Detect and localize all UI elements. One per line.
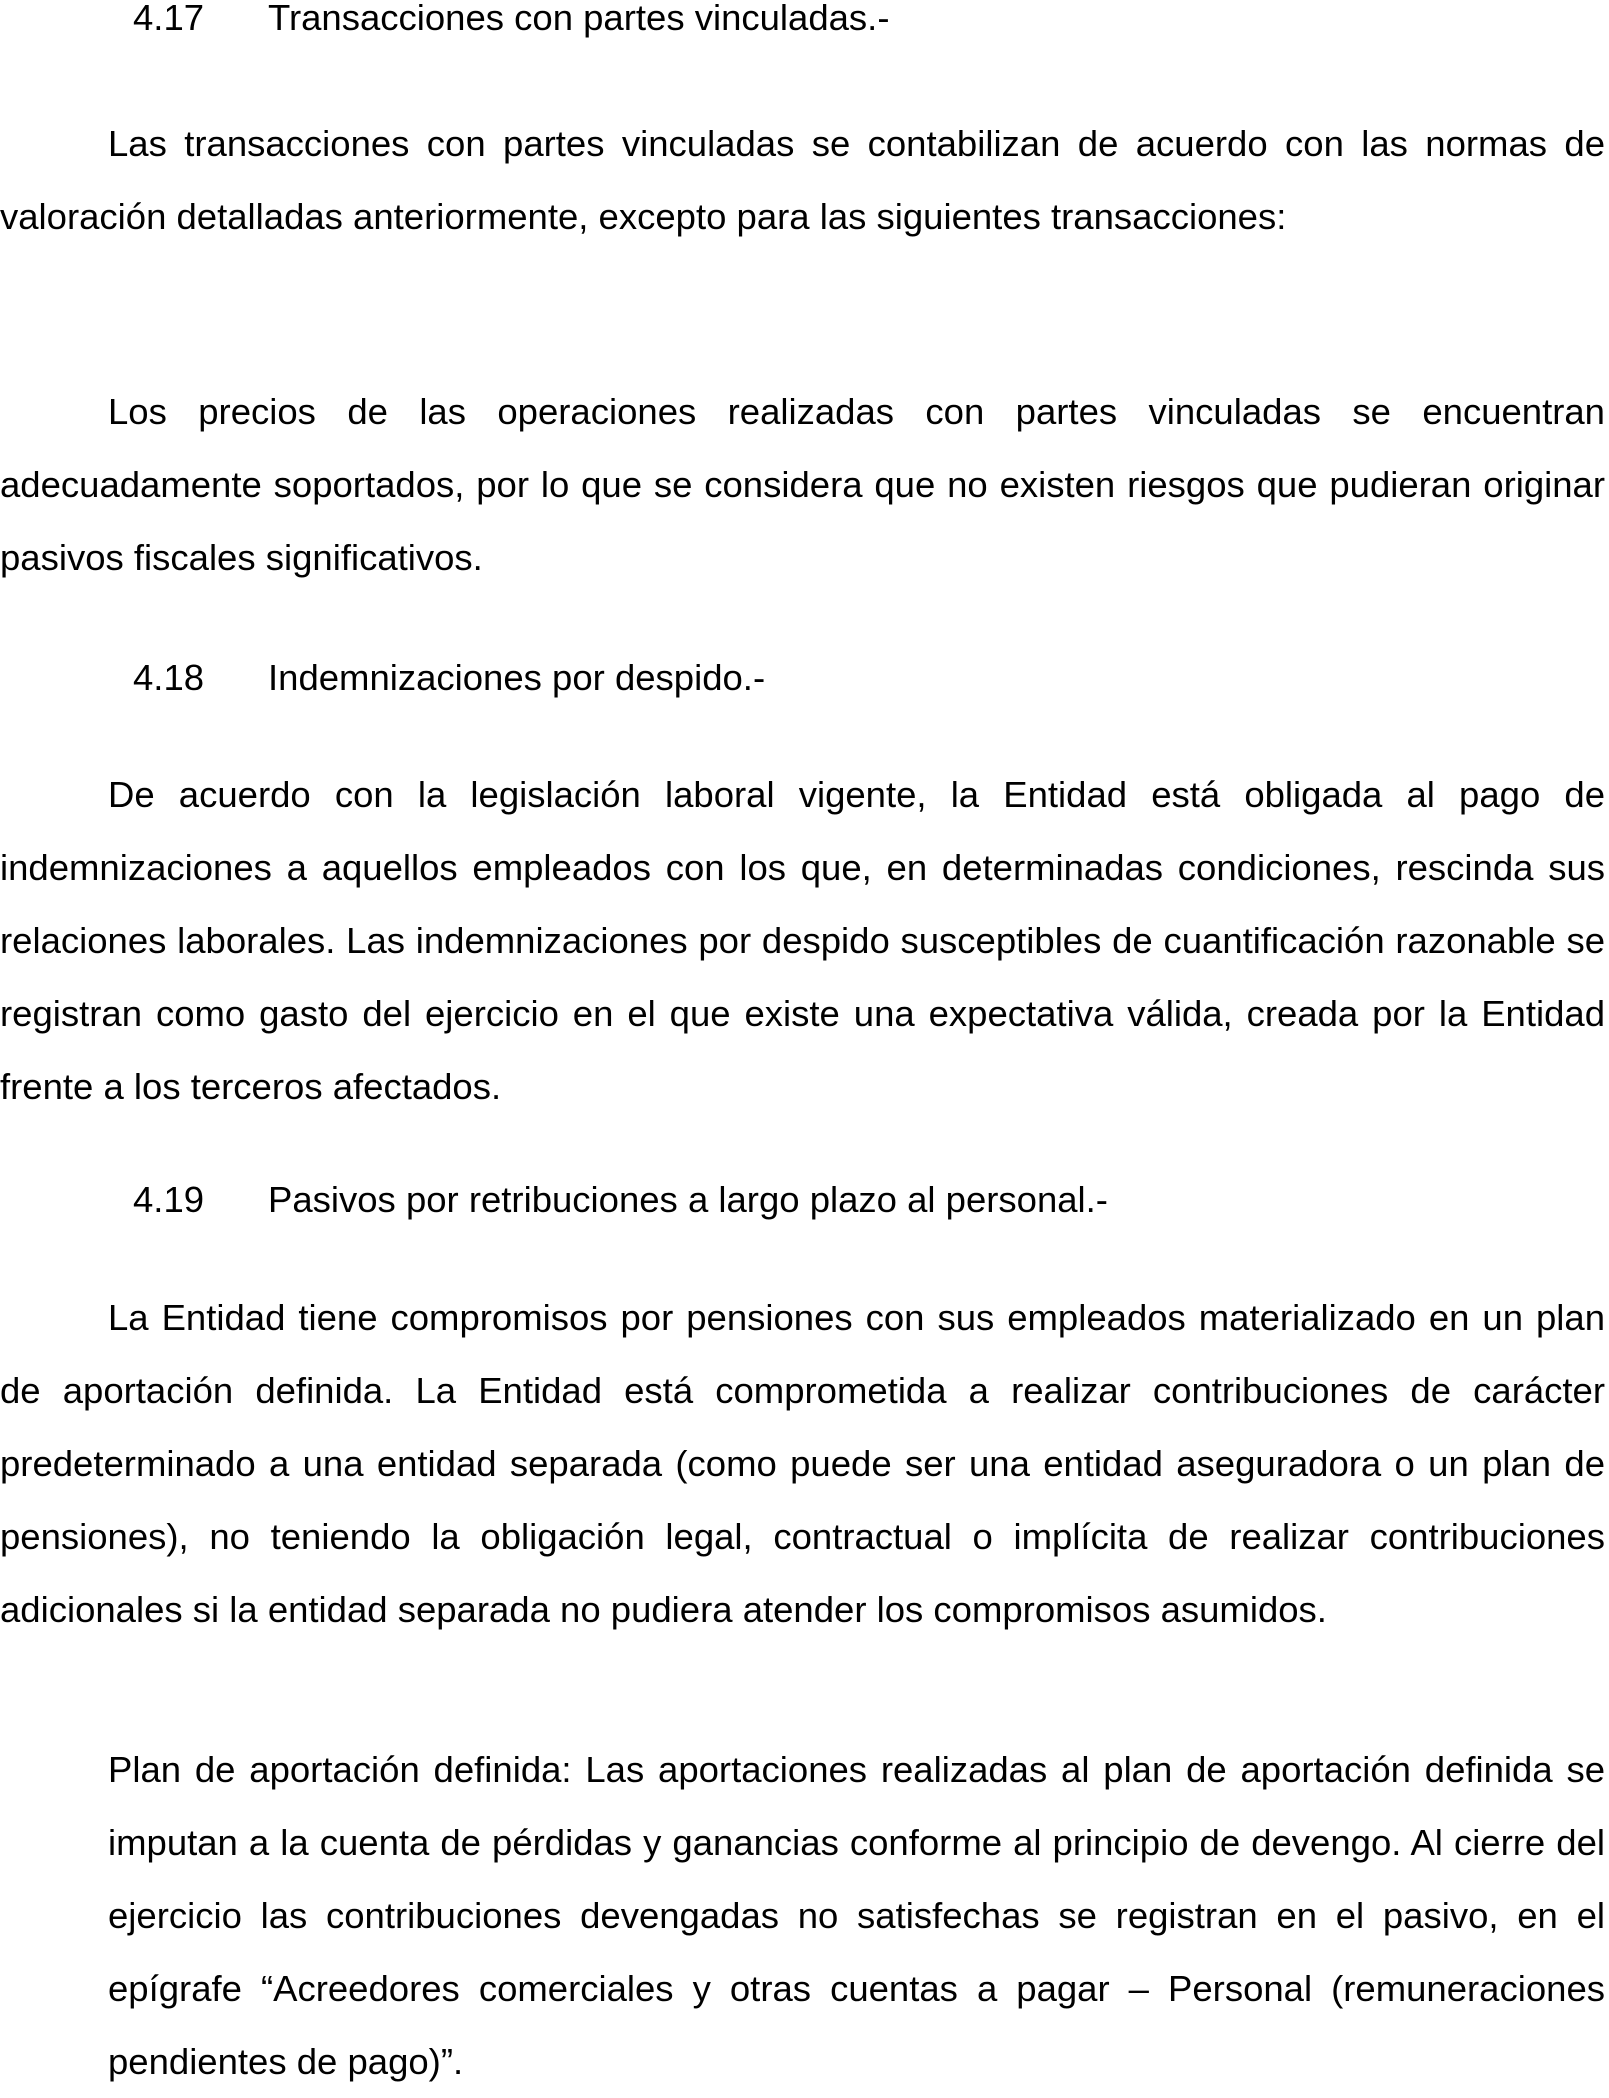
section-title: Indemnizaciones por despido.- [268,657,766,698]
section-heading-4-19 [133,1180,1108,1220]
section-heading-4-18 [133,658,765,698]
section-title: Pasivos por retribuciones a largo plazo al personal.- [268,1179,1108,1220]
section-heading-4-17 [133,0,889,38]
definition-paragraph: Plan de aportación definida: Las aportaciones realizadas al plan de aportación definida se imputan a la cuenta de pérdidas y ganancias conforme al principio de devengo. Al cierre del ejercicio las contribuciones devengadas no satisfechas se registran en el pasivo, en el epígrafe “Acreedores comerciales y otras cuentas a pagar – Personal (remuneraciones pendientes de pago)”. [108,1749,1605,2082]
section-title: Transacciones con partes vinculadas.- [268,0,890,38]
paragraph: De acuerdo con la legislación laboral vigente, la Entidad está obligada al pago de indemnizaciones a aquellos empleados con los que, en determinadas condiciones, rescinda sus relaciones laborales. Las indemnizaciones por despido susceptibles de cuantificación razonable se registran como gasto del ejercicio en el que existe una expectativa válida, creada por la Entidad frente a los terceros afectados. [0,774,1605,1107]
paragraph: Las transacciones con partes vinculadas se contabilizan de acuerdo con las normas de valoración detalladas anteriormente, excepto para las siguientes transacciones: [0,123,1605,237]
paragraph: Los precios de las operaciones realizadas con partes vinculadas se encuentran adecuadamente soportados, por lo que se considera que no existen riesgos que pudieran originar pasivos fiscales significativos. [0,391,1605,578]
section-number: 4.19 [133,1179,205,1220]
section-number: 4.18 [133,657,205,698]
paragraph: La Entidad tiene compromisos por pensiones con sus empleados materializado en un plan de aportación definida. La Entidad está comprometida a realizar contribuciones de carácter predeterminado a una entidad separada (como puede ser una entidad aseguradora o un plan de pensiones), no teniendo la obligación legal, contractual o implícita de realizar contribuciones adicionales si la entidad separada no pudiera atender los compromisos asumidos. [0,1297,1605,1630]
section-number: 4.17 [133,0,205,38]
